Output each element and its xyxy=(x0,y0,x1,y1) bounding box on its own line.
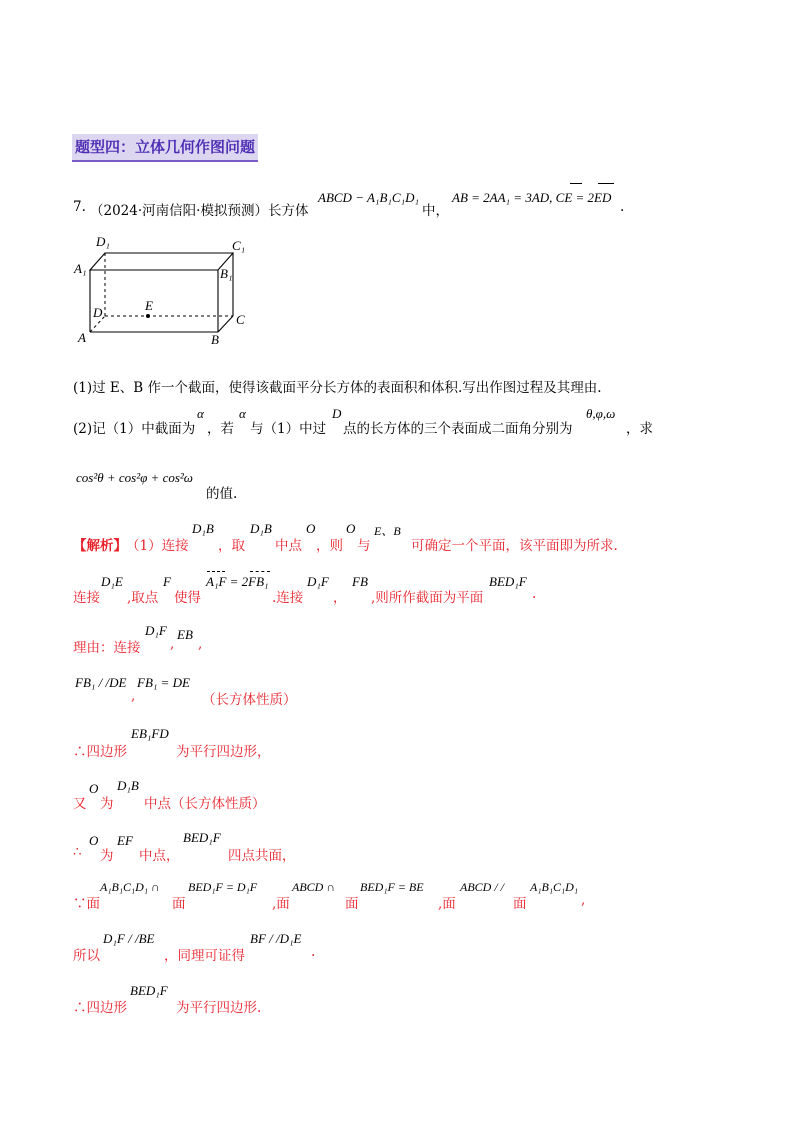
sol-l8-t1: ∵面 xyxy=(73,896,100,912)
sol-l6-m1: O xyxy=(89,781,99,796)
label-d1: D₁ xyxy=(96,234,110,249)
sol-l2-m4: D₁F xyxy=(307,574,329,589)
sol-l1-t6: 可确定一个平面，该平面即为所求. xyxy=(411,538,618,554)
sol-l8-t7: , xyxy=(581,892,586,908)
in-word: 中， xyxy=(422,203,449,219)
sol-l8-t5: ,面 xyxy=(438,896,456,912)
sol-l9-t3: . xyxy=(311,944,316,960)
sol-l2-t3: 使得 xyxy=(174,590,201,606)
section-title: 题型四：立体几何作图问题 xyxy=(72,134,258,162)
sol-l5-t1: ∴四边形 xyxy=(73,744,127,760)
edge-bc xyxy=(218,316,233,332)
point-d-symbol: D xyxy=(332,406,342,421)
sol-l1-t1: （1）连接 xyxy=(126,538,189,554)
sol-l1-m5: E、B xyxy=(374,524,401,538)
sol-l6-t2: 为 xyxy=(100,796,114,812)
sol-l2-m2: F xyxy=(163,574,171,589)
sol-l8-t4: 面 xyxy=(345,896,359,912)
sol-l1-m3: O xyxy=(306,521,316,536)
sol-l8-m5: ABCD / / xyxy=(460,880,504,894)
sol-l8-m3: ABCD ∩ xyxy=(292,880,335,894)
vector-arrow-ce xyxy=(570,183,582,184)
sol-l9-m2: BF / /D₁E xyxy=(250,931,302,946)
top-face xyxy=(90,253,233,270)
sol-l8-m4: BED₁F = BE xyxy=(360,880,424,894)
sol-l10-t2: 为平行四边形. xyxy=(176,1000,262,1016)
vector-arrow-a1f xyxy=(207,571,225,572)
vector-arrow-fb1 xyxy=(250,571,270,572)
point-e xyxy=(146,314,150,318)
sol-l8-t6: 面 xyxy=(513,896,527,912)
analysis-tag: 【解析】 xyxy=(73,538,127,554)
part2-text-g: 的值. xyxy=(206,486,238,502)
sol-l3-t1: 理由：连接 xyxy=(73,640,141,656)
sol-l2-m5: FB xyxy=(352,574,368,589)
label-d: D xyxy=(93,305,103,320)
problem-source: （2024·河南信阳·模拟预测）长方体 xyxy=(90,203,309,219)
sol-l1-m4: O xyxy=(346,521,356,536)
sol-l7-m2: EF xyxy=(117,833,133,848)
sol-l1-t2: ，取 xyxy=(218,538,245,554)
sol-l6-t1: 又 xyxy=(73,796,87,812)
sol-l2-m6: BED₁F xyxy=(489,574,527,589)
angles-symbols: θ,φ,ω xyxy=(586,406,616,421)
label-c1: C₁ xyxy=(232,238,246,253)
condition-end: . xyxy=(620,199,625,215)
problem-number: 7. xyxy=(73,199,86,215)
label-e: E xyxy=(145,298,153,313)
sol-l5-m1: EB₁FD xyxy=(131,726,169,741)
sol-l3-t2: , xyxy=(170,636,175,652)
cos-expression: cos²θ + cos²φ + cos²ω xyxy=(76,470,193,485)
sol-l7-t3: 中点， xyxy=(139,848,180,864)
vector-arrow-ed xyxy=(598,183,614,184)
problem-condition: AB = 2AA₁ = 3AD, CE = 2ED xyxy=(452,190,612,205)
label-b1: B₁ xyxy=(220,266,233,281)
sol-l4-t2: （长方体性质） xyxy=(202,692,297,708)
label-c: C xyxy=(236,312,245,327)
part2-text-a: (2)记（1）中截面为 xyxy=(73,421,196,437)
sol-l2-m3: A₁F = 2FB₁ xyxy=(206,574,269,589)
part2-text-e: 点的长方体的三个表面成二面角分别为 xyxy=(343,421,573,437)
sol-l8-t2: 面 xyxy=(172,896,186,912)
sol-l8-t3: ,面 xyxy=(272,896,290,912)
sol-l1-t5: 与 xyxy=(357,538,371,554)
sol-l2-t4: .连接 xyxy=(272,590,304,606)
label-b: B xyxy=(211,332,219,347)
part1-text: (1)过 E、B 作一个截面，使得该截面平分长方体的表面积和体积.写出作图过程及其理由. xyxy=(73,380,602,396)
sol-l3-m2: EB xyxy=(177,627,193,642)
sol-l2-t7: . xyxy=(532,586,537,602)
sol-l7-m1: O xyxy=(89,833,99,848)
sol-l1-m1: D₁B xyxy=(192,521,214,536)
sol-l8-m2: BED₁F = D₁F xyxy=(188,880,258,894)
sol-l2-m1: D₁E xyxy=(101,574,123,589)
sol-l2-t6: ,则所作截面为平面 xyxy=(371,590,484,606)
sol-l6-m2: D₁B xyxy=(117,778,139,793)
sol-l1-t4: ，则 xyxy=(316,538,343,554)
sol-l7-t4: 四点共面， xyxy=(228,848,296,864)
sol-l3-t3: , xyxy=(198,636,203,652)
sol-l9-t2: ，同理可证得 xyxy=(164,948,245,964)
cuboid-figure xyxy=(70,232,260,352)
alpha-symbol: α xyxy=(197,406,204,421)
sol-l2-t2: ,取点 xyxy=(127,590,159,606)
part2-text-f: ，求 xyxy=(626,421,653,437)
solid-name: ABCD − A₁B₁C₁D₁ xyxy=(318,190,419,205)
alpha-symbol-2: α xyxy=(239,406,246,421)
sol-l7-t2: 为 xyxy=(100,848,114,864)
sol-l5-t2: 为平行四边形， xyxy=(176,744,271,760)
sol-l2-t1: 连接 xyxy=(73,590,100,606)
sol-l9-t1: 所以 xyxy=(73,948,100,964)
sol-l2-t5: ， xyxy=(333,590,347,606)
sol-l4-t1: , xyxy=(131,688,136,704)
label-a1: A₁ xyxy=(74,261,87,276)
sol-l10-t1: ∴四边形 xyxy=(73,1000,127,1016)
sol-l6-t3: 中点（长方体性质） xyxy=(144,796,266,812)
sol-l3-m1: D₁F xyxy=(145,623,167,638)
sol-l7-t1: ∴ xyxy=(73,844,82,860)
part2-text-c: 与（1）中过 xyxy=(250,421,327,437)
sol-l10-m1: BED₁F xyxy=(130,983,168,998)
sol-l7-m3: BED₁F xyxy=(183,830,221,845)
sol-l4-m1: FB₁ / /DE xyxy=(75,675,127,690)
sol-l1-t3: 中点 xyxy=(275,538,302,554)
sol-l1-m2: D₁B xyxy=(250,521,272,536)
sol-l8-m1: A₁B₁C₁D₁ ∩ xyxy=(100,880,160,894)
sol-l9-m1: D₁F / /BE xyxy=(103,931,155,946)
label-a: A xyxy=(78,330,86,345)
sol-l8-m6: A₁B₁C₁D₁ xyxy=(530,880,579,894)
part2-text-b: ，若 xyxy=(207,421,234,437)
sol-l4-m2: FB₁ = DE xyxy=(137,675,191,690)
